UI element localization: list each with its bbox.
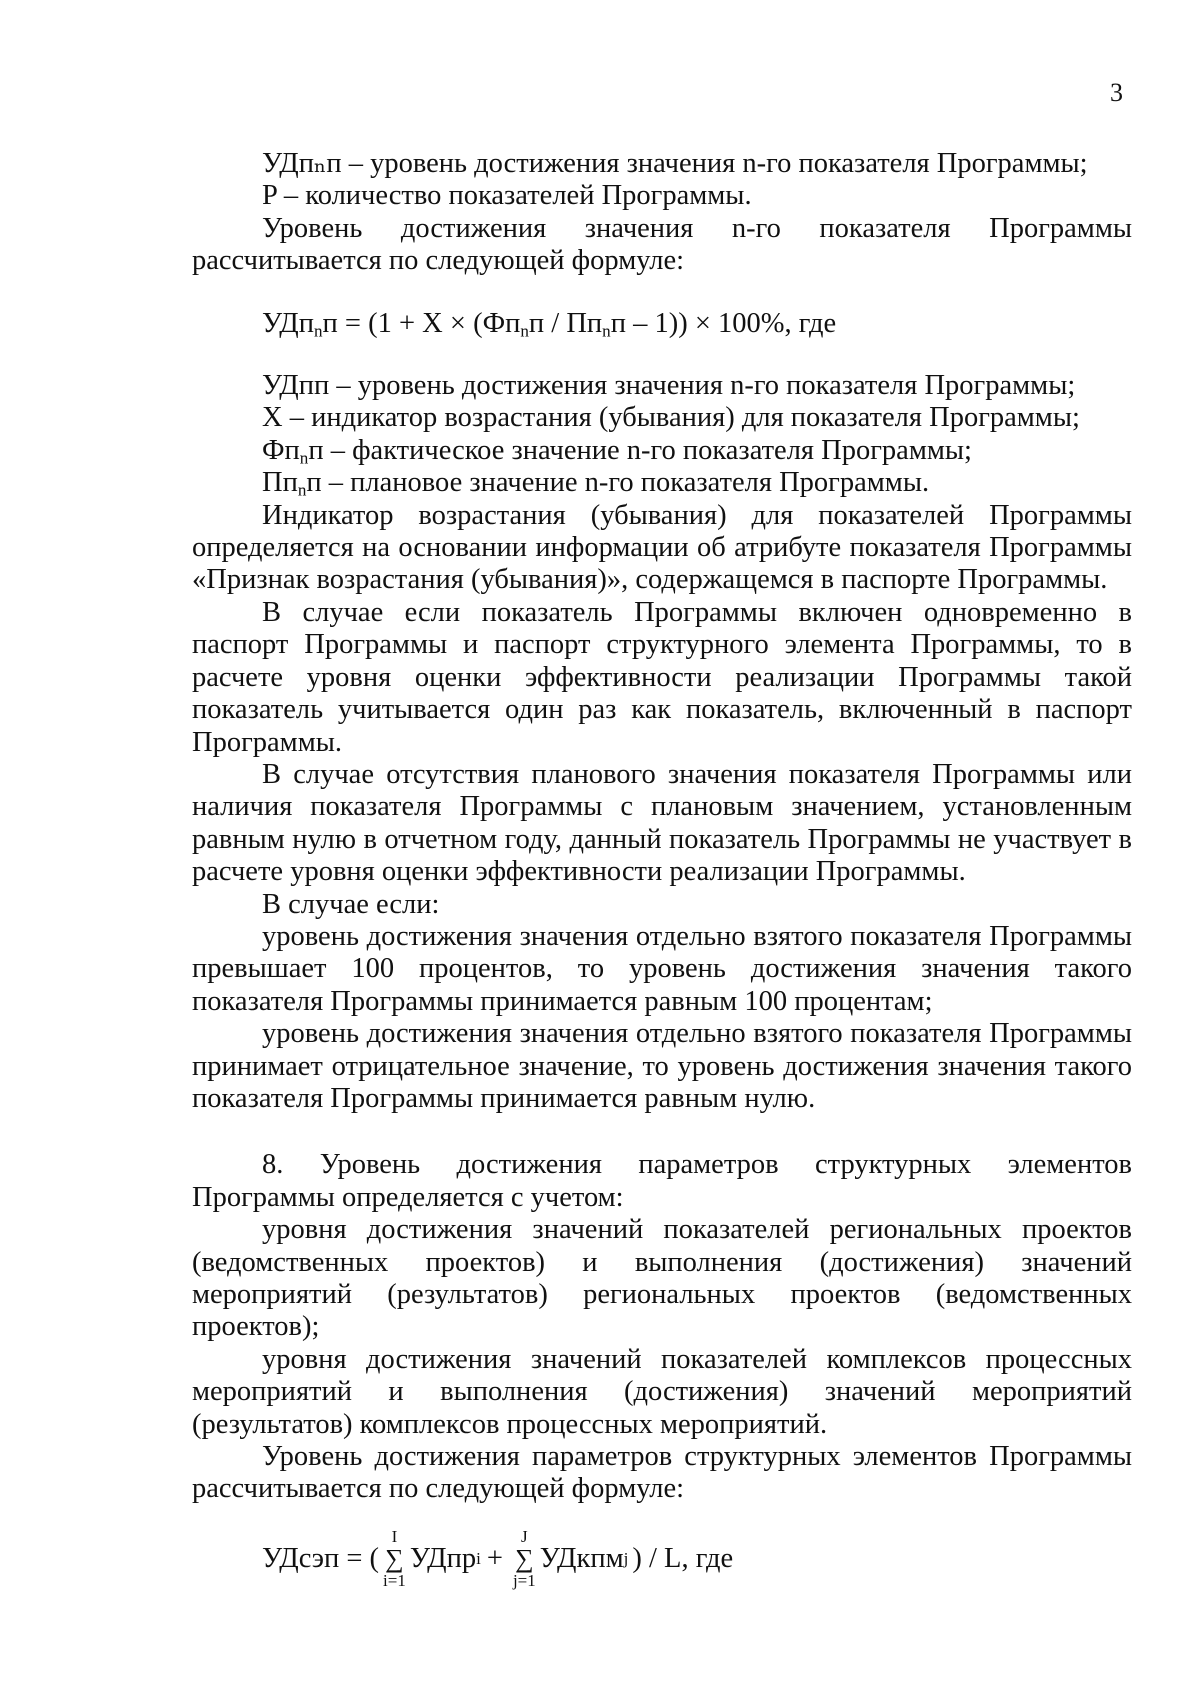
section-8-item: уровня достижения значений показателей региональных проектов (ведомственных проектов) и выполнения (достижения) значений мероприятий (результатов) региональных проектов (ведомственных проектов); xyxy=(192,1214,1132,1343)
sum-operator: I ∑ i=1 xyxy=(383,1526,406,1590)
section-8-intro: 8. Уровень достижения параметров структурных элементов Программы определяется с учетом: xyxy=(192,1149,1132,1213)
definition-line: $Фп_nп$ – фактическое значение n-го показателя Программы; xyxy=(262,434,972,468)
paragraph: Индикатор возрастания (убывания) для показателей Программы определяется на основании информации об атрибуте показателя Программы «Признак возрастания (убывания)», содержащемся в паспорте Программы. xyxy=(192,499,1132,596)
paragraph: уровень достижения значения отдельно взятого показателя Программы превышает 100 процентов, то уровень достижения значения такого показателя Программы принимается равным 100 процентам; xyxy=(192,920,1132,1017)
document-body xyxy=(192,148,1132,1590)
definition-line: $Пп_nп$ – плановое значение n-го показателя Программы. xyxy=(262,467,930,500)
formula-intro: Уровень достижения значения n-го показателя Программы рассчитывается по следующей формуле: xyxy=(192,212,1132,277)
definition-line: P – количество показателей Программы. xyxy=(262,180,752,212)
paragraph: уровень достижения значения отдельно взятого показателя Программы принимает отрицательное значение, то уровень достижения значения такого показателя Программы принимается равным нулю. xyxy=(192,1018,1132,1114)
paragraph: В случае если показатель Программы включен одновременно в паспорт Программы и паспорт структурного элемента Программы, то в расчете уровня оценки эффективности реализации Программы такой показатель учитывается один раз как показатель, включенный в паспорт Программы. xyxy=(192,596,1132,758)
section-8-item: уровня достижения значений показателей комплексов процессных мероприятий и выполнения (достижения) значений мероприятий (результатов) комплексов процессных мероприятий. xyxy=(192,1343,1132,1440)
section-8-formula-intro: Уровень достижения параметров структурных элементов Программы рассчитывается по следующей формуле: xyxy=(192,1441,1132,1505)
definition-line: УДпₙп – уровень достижения значения n-го показателя Программы; xyxy=(262,148,1088,179)
page-number: 3 xyxy=(1110,78,1123,107)
definition-line: X – индикатор возрастания (убывания) для показателя Программы; xyxy=(262,402,1080,434)
formula-structural-elements: УДсэп = ( I ∑ i=1 УДпр i + J ∑ j=1 УДкпм j ) / L, где xyxy=(262,1526,734,1590)
sum-operator: J ∑ j=1 xyxy=(512,1526,536,1590)
paragraph: В случае если: xyxy=(262,888,440,920)
formula-indicator-level: $УДп_nп = (1 + X \times (Фп_nп / Пп_nп - 1)) \times 100\%$, где xyxy=(262,307,837,340)
paragraph: В случае отсутствия планового значения показателя Программы или наличия показателя Программы с плановым значением, установленным равным нулю в отчетном году, данный показатель Программы не участвует в расчете уровня оценки эффективности реализации Программы. xyxy=(192,758,1132,888)
definition-line: УДпп – уровень достижения значения n-го показателя Программы; xyxy=(262,370,1076,402)
